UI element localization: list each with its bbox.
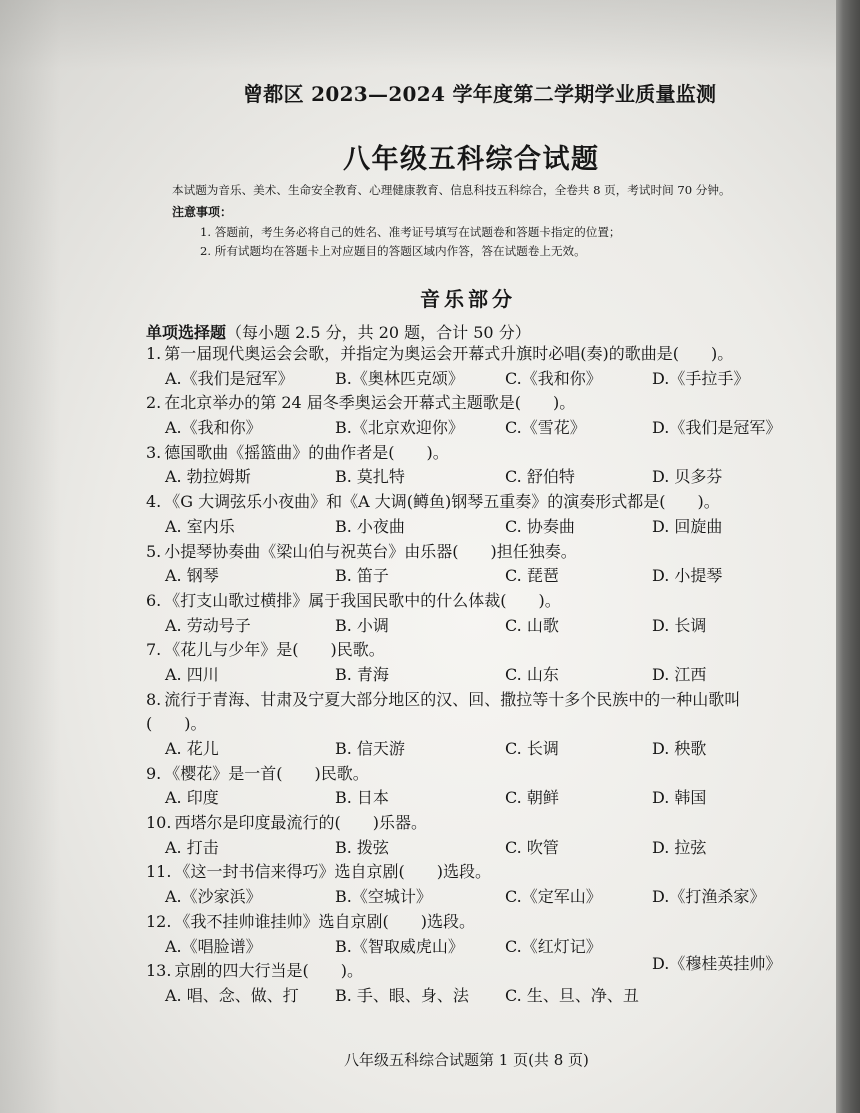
option-a: A.《沙家浜》	[165, 887, 262, 907]
option-b: B.《北京欢迎你》	[335, 418, 464, 438]
option-a: A.《唱脸谱》	[165, 936, 262, 956]
scan-shadow-top	[0, 0, 860, 70]
option-c: C. 生、旦、净、丑	[505, 985, 639, 1005]
question-text: 第一届现代奥运会会歌，并指定为奥运会开幕式升旗时必唱(奏)的歌曲是( )。	[164, 344, 734, 363]
option-c: C. 吹管	[505, 837, 559, 857]
question-text: 在北京举办的第 24 届冬季奥运会开幕式主题歌是( )。	[164, 393, 576, 413]
question-number: 1.	[146, 344, 162, 363]
option-c: C.《雪花》	[505, 418, 586, 438]
option-a: A. 印度	[165, 788, 219, 808]
question-text: 《樱花》是一首( )民歌。	[164, 763, 369, 783]
question-text: 《G 大调弦乐小夜曲》和《A 大调(鳟鱼)钢琴五重奏》的演奏形式都是( )。	[164, 492, 720, 512]
question-number: 11.	[146, 862, 172, 882]
question-7-stem	[146, 638, 826, 663]
option-a: A. 打击	[165, 837, 219, 857]
option-c: C.《定军山》	[505, 887, 602, 907]
option-b: B. 莫扎特	[335, 467, 405, 487]
option-d: D. 江西	[652, 664, 707, 684]
question-8-options	[146, 737, 826, 762]
option-d: D. 长调	[652, 615, 707, 635]
question-5-options	[146, 564, 826, 589]
question-5-stem	[146, 540, 826, 565]
option-a: A.《我们是冠军》	[165, 368, 294, 388]
option-d: D. 秧歌	[652, 739, 707, 758]
question-4-options	[146, 515, 826, 540]
note-item: 1. 答题前，考生务必将自己的姓名、准考证号填写在试题卷和答题卡指定的位置；	[200, 225, 621, 239]
option-d: D.《手拉手》	[652, 368, 750, 388]
option-a: A. 室内乐	[165, 516, 235, 536]
question-1-options	[146, 367, 826, 392]
exam-header: 曾都区 2023—2024 学年度第二学期学业质量监测	[243, 82, 717, 106]
option-d: D. 贝多芬	[652, 467, 723, 487]
question-11-stem	[146, 860, 826, 885]
question-12-stem	[146, 910, 826, 935]
section-title: 音乐部分	[420, 287, 516, 311]
question-number: 10.	[146, 813, 172, 833]
question-text: 西塔尔是印度最流行的( )乐器。	[174, 813, 427, 833]
option-b: B. 小夜曲	[335, 516, 405, 536]
option-d: D. 回旋曲	[652, 516, 723, 536]
question-1-stem	[146, 342, 826, 367]
question-9-options	[146, 786, 826, 811]
option-c: C.《红灯记》	[505, 936, 602, 956]
option-b: B. 手、眼、身、法	[335, 985, 469, 1005]
option-c: C. 朝鲜	[505, 788, 559, 808]
page-footer: 八年级五科综合试题第 1 页(共 8 页)	[344, 1051, 589, 1069]
scan-shadow-left	[0, 0, 60, 1113]
exam-title: 八年级五科综合试题	[343, 144, 600, 175]
question-13-options	[146, 984, 826, 1009]
option-c: C. 长调	[505, 739, 559, 758]
question-number: 2.	[146, 393, 162, 413]
option-d: D. 韩国	[652, 788, 707, 808]
option-b: B. 信天游	[335, 739, 405, 758]
option-d: D.《打渔杀家》	[652, 887, 766, 907]
question-text: 德国歌曲《摇篮曲》的曲作者是( )。	[164, 442, 449, 462]
question-number: 12.	[146, 911, 172, 931]
option-a: A.《我和你》	[165, 418, 262, 438]
option-a: A. 花儿	[165, 739, 219, 758]
question-text: 《这一封书信来得巧》选自京剧( )选段。	[174, 862, 491, 882]
question-text: 《花儿与少年》是( )民歌。	[164, 640, 385, 660]
question-text: 《打支山歌过横排》属于我国民歌中的什么体裁( )。	[164, 590, 561, 610]
option-b: B. 小调	[335, 615, 389, 635]
option-b: B.《智取威虎山》	[335, 936, 464, 956]
question-3-options	[146, 465, 826, 490]
option-d: D.《穆桂英挂帅》	[652, 953, 782, 973]
question-10-options	[146, 836, 826, 861]
question-number: 4.	[146, 492, 162, 512]
question-2-stem	[146, 391, 826, 416]
option-a: A. 勃拉姆斯	[165, 467, 251, 487]
question-number: 6.	[146, 590, 162, 610]
question-6-options	[146, 614, 826, 639]
option-a: A. 钢琴	[165, 566, 219, 586]
question-4-stem	[146, 490, 826, 515]
question-11-options	[146, 885, 826, 910]
intro-text: 本试题为音乐、美术、生命安全教育、心理健康教育、信息科技五科综合，全卷共 8 页，考试时间 70 分钟。	[172, 183, 731, 197]
question-number: 13.	[146, 961, 172, 981]
option-d: D.《我们是冠军》	[652, 418, 782, 438]
question-number: 7.	[146, 640, 162, 660]
option-c: C. 琵琶	[505, 566, 559, 586]
notes-label: 注意事项：	[172, 205, 233, 219]
question-10-stem	[146, 811, 826, 836]
question-number: 5.	[146, 541, 162, 561]
question-6-stem	[146, 589, 826, 614]
question-text: 小提琴协奏曲《梁山伯与祝英台》由乐器( )担任独奏。	[164, 541, 577, 561]
question-8-stem-continued	[146, 712, 826, 737]
question-text: ( )。	[146, 714, 207, 734]
question-text: 流行于青海、甘肃及宁夏大部分地区的汉、回、撒拉等十多个民族中的一种山歌叫	[164, 689, 741, 709]
option-b: B.《空城计》	[335, 887, 432, 907]
option-b: B. 拨弦	[335, 837, 389, 857]
question-number: 3.	[146, 442, 162, 462]
option-b: B. 青海	[335, 664, 389, 684]
question-text: 京剧的四大行当是( )。	[174, 961, 363, 981]
question-number: 8.	[146, 689, 162, 709]
question-9-stem	[146, 762, 826, 787]
question-type-label: 单项选择题	[146, 323, 227, 342]
option-c: C. 山歌	[505, 615, 559, 635]
option-c: C. 协奏曲	[505, 516, 575, 536]
option-b: B. 日本	[335, 788, 389, 808]
scan-edge	[836, 0, 860, 1113]
question-13-stem	[146, 959, 826, 984]
option-a: A. 劳动号子	[165, 615, 251, 635]
option-c: C. 舒伯特	[505, 467, 575, 487]
note-item: 2. 所有试题均在答题卡上对应题目的答题区域内作答，答在试题卷上无效。	[200, 244, 586, 258]
question-7-options	[146, 663, 826, 688]
option-a: A. 四川	[165, 664, 219, 684]
option-b: B. 笛子	[335, 566, 389, 586]
question-number: 9.	[146, 763, 162, 783]
question-3-stem	[146, 441, 826, 466]
option-d: D. 小提琴	[652, 566, 723, 586]
question-8-stem	[146, 688, 826, 713]
question-text: 《我不挂帅谁挂帅》选自京剧( )选段。	[174, 911, 475, 931]
option-b: B.《奥林匹克颂》	[335, 368, 464, 388]
question-type-heading	[146, 320, 531, 343]
question-list	[146, 342, 826, 1009]
question-2-options	[146, 416, 826, 441]
question-type-description: （每小题 2.5 分，共 20 题，合计 50 分）	[226, 323, 531, 342]
option-c: C. 山东	[505, 664, 559, 684]
option-d: D. 拉弦	[652, 837, 707, 857]
option-c: C.《我和你》	[505, 368, 602, 388]
option-a: A. 唱、念、做、打	[165, 985, 299, 1005]
